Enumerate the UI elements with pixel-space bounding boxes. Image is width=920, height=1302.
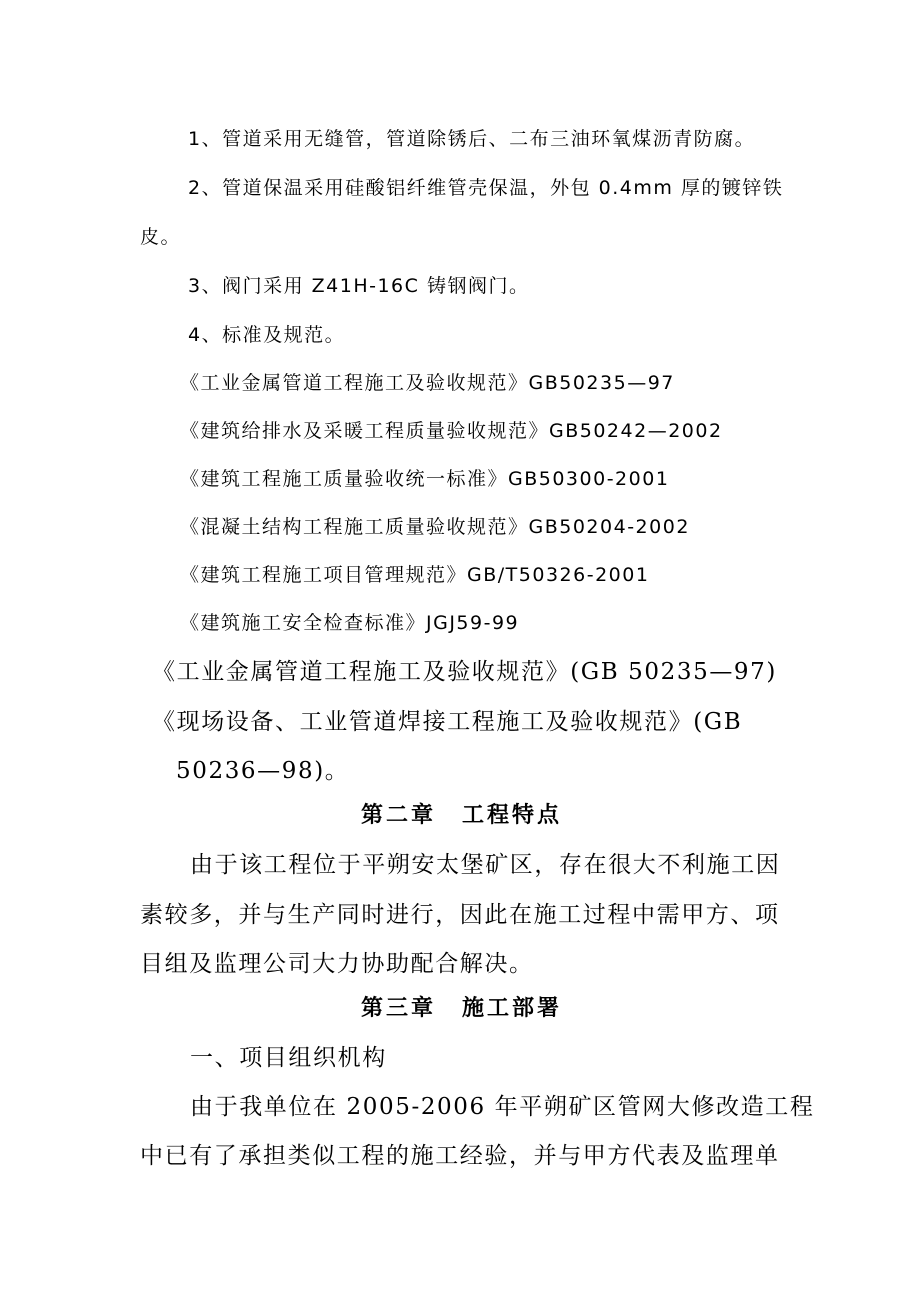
chapter-2-heading bbox=[361, 798, 562, 829]
standard-8-continued: 50236—98)。 bbox=[176, 758, 350, 784]
standard-3: 《建筑工程施工质量验收统一标准》GB50300-2001 bbox=[180, 468, 670, 490]
standard-1: 《工业金属管道工程施工及验收规范》GB50235—97 bbox=[180, 372, 675, 394]
chapter-3-title: 施工部署 bbox=[462, 996, 563, 1021]
standard-2: 《建筑给排水及采暖工程质量验收规范》GB50242—2002 bbox=[180, 420, 723, 442]
standard-8: 《现场设备、工业管道焊接工程施工及验收规范》(GB bbox=[152, 709, 743, 735]
standard-7: 《工业金属管道工程施工及验收规范》(GB 50235—97) bbox=[152, 659, 777, 685]
chapter-3-paragraph-line-2: 中已有了承担类似工程的施工经验，并与甲方代表及监理单 bbox=[140, 1143, 780, 1169]
chapter-3-heading bbox=[361, 991, 562, 1022]
chapter-2-paragraph-line-3: 目组及监理公司大力协助配合解决。 bbox=[140, 951, 534, 977]
item-4: 4、标准及规范。 bbox=[188, 324, 346, 346]
item-2-continued: 皮。 bbox=[140, 226, 182, 248]
chapter-2-title: 工程特点 bbox=[462, 803, 563, 828]
chapter-2-paragraph-line-2: 素较多，并与生产同时进行，因此在施工过程中需甲方、项 bbox=[140, 902, 780, 928]
chapter-2-number: 第二章 bbox=[361, 803, 437, 828]
item-3: 3、阀门采用 Z41H-16C 铸钢阀门。 bbox=[188, 275, 530, 297]
chapter-3-number: 第三章 bbox=[361, 996, 437, 1021]
chapter-2-paragraph-line-1: 由于该工程位于平朔安太堡矿区，存在很大不利施工因 bbox=[190, 852, 781, 878]
standard-4: 《混凝土结构工程施工质量验收规范》GB50204-2002 bbox=[180, 516, 690, 538]
item-1: 1、管道采用无缝管，管道除锈后、二布三油环氧煤沥青防腐。 bbox=[188, 128, 756, 150]
item-2: 2、管道保温采用硅酸铝纤维管壳保温，外包 0.4mm 厚的镀锌铁 bbox=[188, 177, 784, 199]
standard-5: 《建筑工程施工项目管理规范》GB/T50326-2001 bbox=[180, 564, 650, 586]
section-heading: 一、项目组织机构 bbox=[190, 1045, 387, 1071]
chapter-3-paragraph-line-1: 由于我单位在 2005-2006 年平朔矿区管网大修改造工程 bbox=[190, 1094, 815, 1120]
standard-6: 《建筑施工安全检查标准》JGJ59-99 bbox=[180, 612, 520, 634]
